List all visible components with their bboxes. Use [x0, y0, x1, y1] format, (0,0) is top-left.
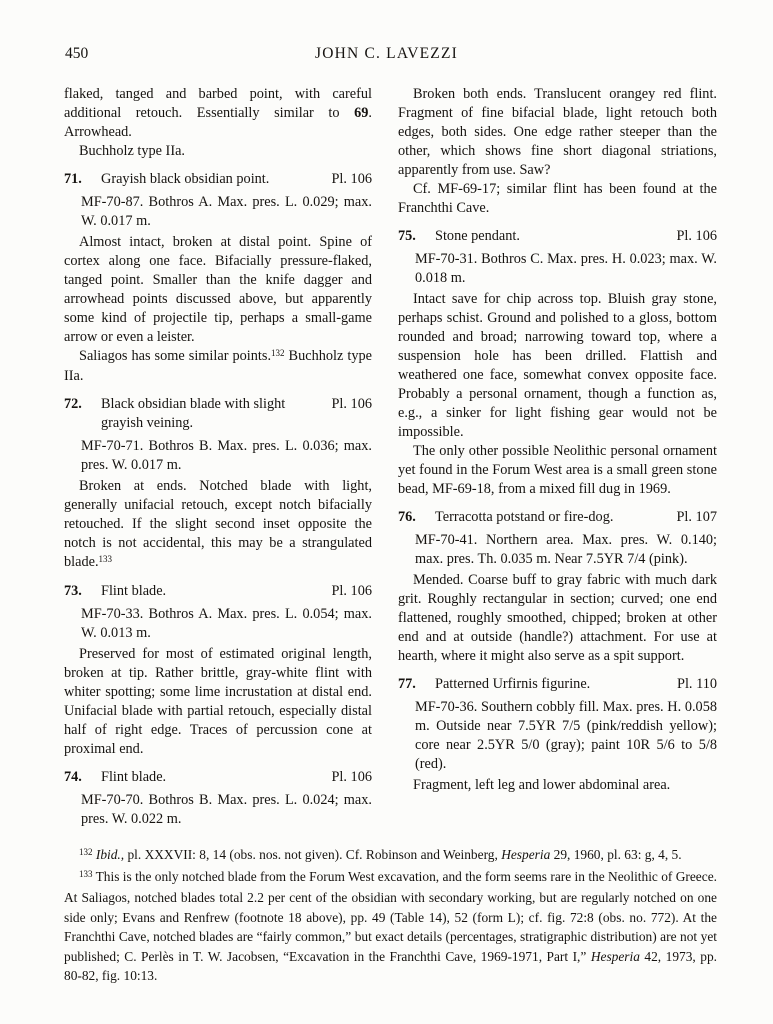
- entry-title: Stone pendant.: [435, 228, 520, 244]
- measurement-paragraph: [81, 437, 372, 475]
- catalog-entry-heading: [398, 508, 717, 527]
- entry-number: 77.: [398, 676, 416, 692]
- measurement-paragraph: [81, 193, 372, 231]
- body-paragraph: [398, 180, 717, 218]
- text-run: flaked, tanged and barbed point, with careful additional retouch. Essentially similar to: [64, 86, 372, 121]
- body-paragraph: [398, 442, 717, 499]
- body-paragraph: [64, 477, 372, 573]
- body-paragraph: [64, 85, 372, 142]
- text-run: Fragment, left leg and lower abdominal area.: [413, 777, 671, 793]
- text-run: Buchholz type IIa.: [64, 348, 372, 384]
- body-paragraph: [398, 85, 717, 180]
- text-run: Broken at ends. Notched blade with light, generally unifacial retouch, except notch bifacially retouched. If the slight second inset opposite the notch is not accidental, this may be a strangulated blade.: [64, 478, 372, 570]
- entry-title: Flint blade.: [101, 583, 167, 599]
- entry-number: 74.: [64, 769, 82, 785]
- measurement-paragraph: [415, 698, 717, 774]
- footnote-marker: 133: [98, 554, 113, 564]
- body-paragraph: [64, 233, 372, 347]
- text-columns: [64, 85, 717, 839]
- plate-reference: Pl. 106: [676, 228, 717, 244]
- body-paragraph: [64, 347, 372, 386]
- entry-number: 73.: [64, 583, 82, 599]
- text-run: Broken both ends. Translucent orangey red flint. Fragment of fine bifacial blade, light retouch both edges, both sides. One edge rather steeper than the other, which shows fine short diagonal striations, apparently from use. Saw?: [398, 86, 717, 178]
- body-paragraph: [398, 571, 717, 666]
- plate-reference: Pl. 106: [331, 171, 372, 187]
- text-run: The only other possible Neolithic personal ornament yet found in the Forum West area is a small green stone bead, MF-69-18, from a mixed fill dug in 1969.: [398, 443, 717, 497]
- plate-reference: Pl. 107: [676, 509, 717, 525]
- entry-number: 72.: [64, 396, 82, 412]
- body-paragraph: [64, 645, 372, 759]
- text-run: Preserved for most of estimated original length, broken at tip. Rather brittle, gray-white flint with whiter spotting; some lime incrustation at distal end. Unifacial blade with partial retouch, especially distal half of right edge. Traces of percussion cone at proximal end.: [64, 646, 372, 757]
- plate-reference: Pl. 110: [677, 676, 717, 692]
- italic-text: Hesperia: [501, 847, 551, 862]
- catalog-entry-heading: [398, 675, 717, 694]
- measurement-paragraph: [81, 605, 372, 643]
- catalog-entry-heading: [64, 170, 372, 189]
- text-run: MF-70-31. Bothros C. Max. pres. H. 0.023; max. W. 0.018 m.: [415, 251, 717, 286]
- text-run: Cf. MF-69-17; similar flint has been found at the Franchthi Cave.: [398, 181, 717, 216]
- text-run: 29, 1960, pl. 63: g, 4, 5.: [550, 847, 682, 862]
- text-run: MF-70-87. Bothros A. Max. pres. L. 0.029; max. W. 0.017 m.: [81, 194, 372, 229]
- footnote-marker: 133: [79, 868, 93, 879]
- footnote-marker: 132: [79, 847, 93, 857]
- italic-text: Hesperia: [590, 948, 640, 964]
- entry-title: Grayish black obsidian point.: [101, 171, 270, 187]
- plate-reference: Pl. 106: [331, 396, 372, 412]
- footnote-marker: 132: [271, 348, 285, 358]
- entry-number: 71.: [64, 171, 82, 187]
- text-run: This is the only notched blade from the Forum West excavation, and the form seems rare in the Neolithic of Greece. At Saliagos, notched blades total 2.2 per cent of the obsidian with secondary working, but are regularly notched on one side only; Evans and Renfrew (footnote 18 above), pp. 49 (Table 14), 52 (form L); cf. fig. 72:8 (obs. no. 772). At the Franchthi Cave, notched blades are “fairly common,” but exact details (percentages, stratigraphic distribution) are not yet published; C. Perlès in T. W. Jacobsen, “Excavation in the Franchthi Cave, 1969-1971, Part I,”: [64, 868, 717, 964]
- footnote: [64, 845, 717, 867]
- entry-title: Terracotta potstand or fire-dog.: [435, 509, 614, 525]
- text-run: Mended. Coarse buff to gray fabric with much dark grit. Roughly rectangular in section; curved; one end flattened, roughly smoothed, chipped; broken at other end and at outside (handle?) attachment. For use at hearth, where it might also serve as a spit support.: [398, 572, 717, 664]
- bold-text: 69: [354, 105, 369, 121]
- body-paragraph: [398, 776, 717, 795]
- text-run: MF-70-36. Southern cobbly fill. Max. pres. H. 0.058 m. Outside near 7.5YR 7/5 (pink/reddish yellow); core near 2.5YR 5/0 (gray); paint 10R 5/6 to 5/8 (red).: [415, 699, 717, 772]
- italic-text: Ibid.,: [95, 847, 125, 862]
- catalog-entry-heading: [64, 582, 372, 601]
- text-run: MF-70-70. Bothros B. Max. pres. L. 0.024; max. pres. W. 0.022 m.: [81, 792, 372, 827]
- text-run: pl. XXXVII: 8, 14 (obs. nos. not given). Cf. Robinson and Weinberg,: [124, 847, 502, 862]
- plate-reference: Pl. 106: [331, 583, 372, 599]
- text-run: Almost intact, broken at distal point. Spine of cortex along one face. Bifacially pressure-flaked, tanged point. Smaller than the knife dagger and arrowhead points discussed above, but apparently some kind of projectile tip, perhaps a small-game arrow or even a leister.: [64, 234, 372, 345]
- entry-title: Black obsidian blade with slight grayish veining.: [101, 396, 286, 431]
- entry-number: 75.: [398, 228, 416, 244]
- text-run: Saliagos has some similar points.: [79, 348, 272, 364]
- text-run: Intact save for chip across top. Bluish gray stone, perhaps schist. Ground and polished to a gloss, bottom rounded and broad; narrowing toward top, where a suspension hole has been drilled. Flattish and weathered one face, somewhat convex opposite face. Probably a personal ornament, though a function as, e.g., a sinker for light fishing gear would not be impossible.: [398, 291, 717, 440]
- running-head: JOHN C. LAVEZZI: [315, 45, 458, 62]
- text-run: 42, 1973, pp. 80-82, fig. 10:13.: [64, 948, 717, 983]
- entry-title: Flint blade.: [101, 769, 167, 785]
- body-paragraph: [64, 142, 372, 161]
- left-column: [64, 85, 372, 839]
- entry-title: Patterned Urfirnis figurine.: [435, 676, 591, 692]
- measurement-paragraph: [415, 250, 717, 288]
- catalog-entry-heading: [64, 768, 372, 787]
- text-run: MF-70-33. Bothros A. Max. pres. L. 0.054; max. W. 0.013 m.: [81, 606, 372, 641]
- catalog-entry-heading: [398, 227, 717, 246]
- plate-reference: Pl. 106: [331, 769, 372, 785]
- entry-number: 76.: [398, 509, 416, 525]
- text-run: Buchholz type IIa.: [79, 143, 185, 159]
- body-paragraph: [398, 290, 717, 442]
- right-column: [398, 85, 717, 839]
- page-header: [64, 45, 717, 64]
- page-number: 450: [65, 45, 89, 62]
- footnotes-section: [64, 845, 717, 986]
- text-run: MF-70-71. Bothros B. Max. pres. L. 0.036; max. pres. W. 0.017 m.: [81, 438, 372, 473]
- text-run: MF-70-41. Northern area. Max. pres. W. 0.140; max. pres. Th. 0.035 m. Near 7.5YR 7/4 (pink).: [415, 532, 717, 567]
- footnote: [64, 867, 717, 986]
- measurement-paragraph: [415, 531, 717, 569]
- text-run: . Arrowhead.: [64, 105, 372, 140]
- measurement-paragraph: [81, 791, 372, 829]
- catalog-entry-heading: [64, 395, 372, 433]
